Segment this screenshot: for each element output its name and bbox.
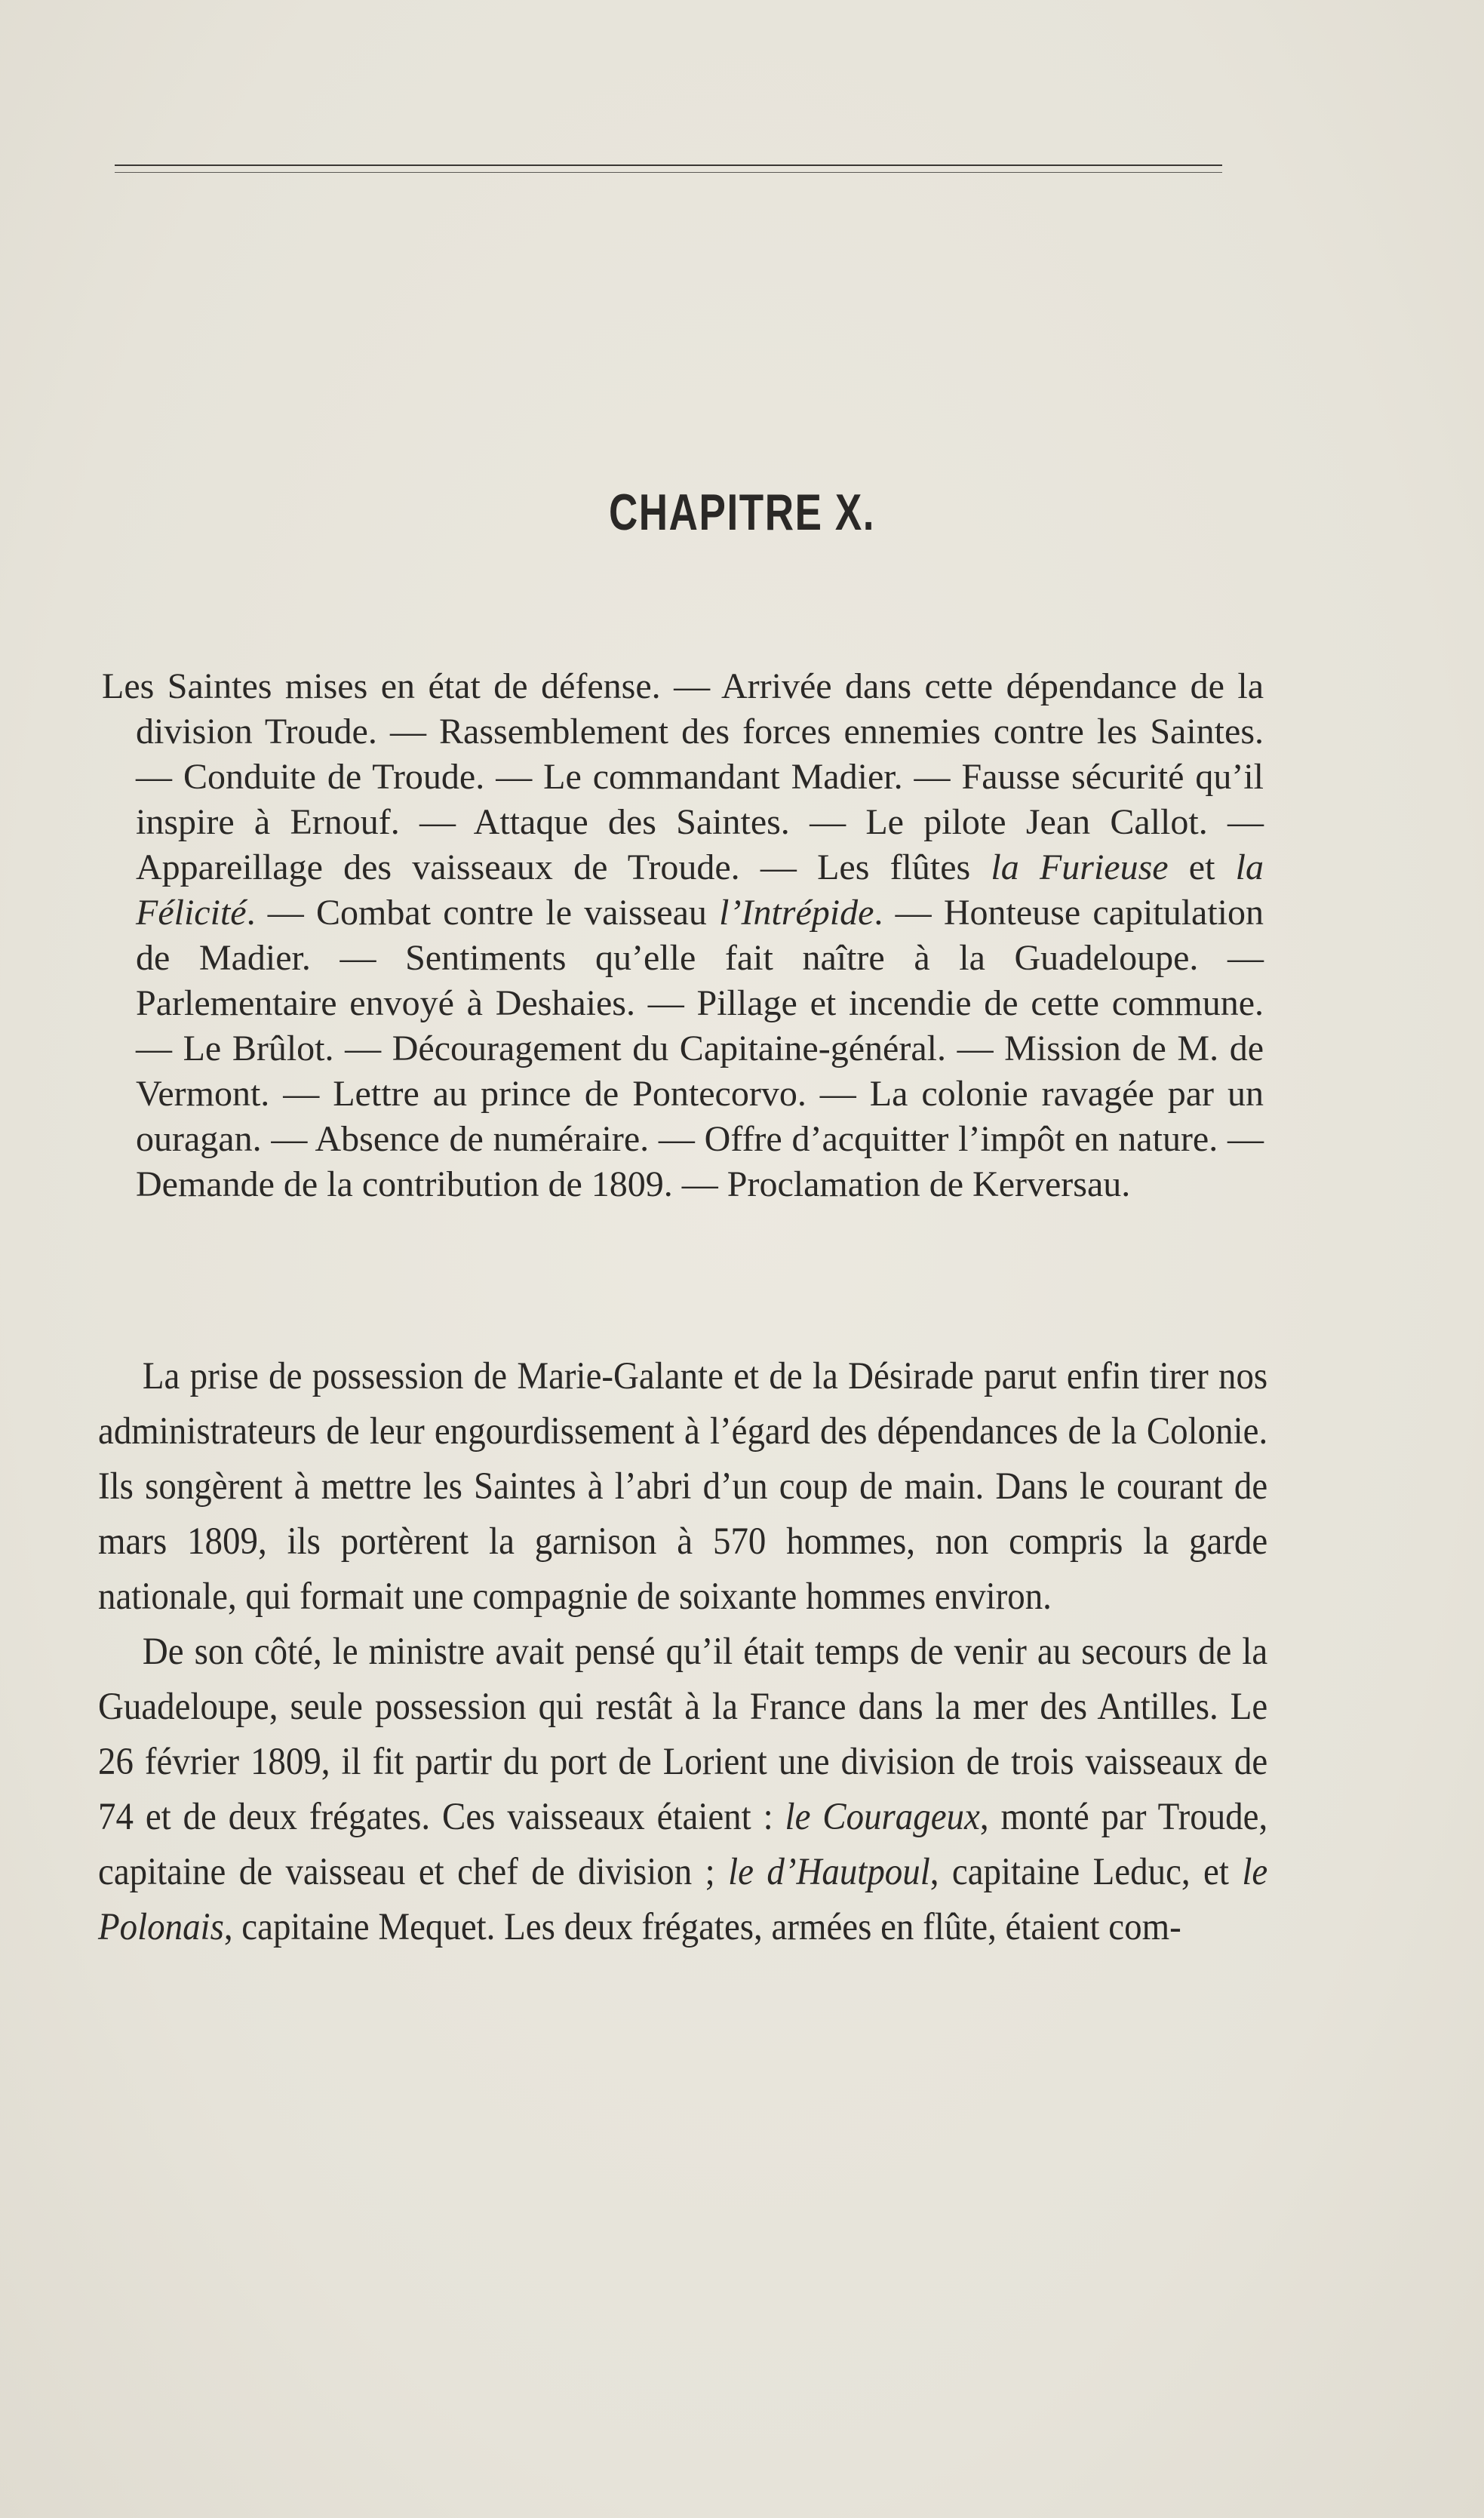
paragraph-2 (98, 1625, 1267, 1955)
summary-text: . — Combat contre le vaisseau (246, 893, 720, 933)
summary-text: Les Saintes mises en état de défense. — Arrivée dans cette dépendance de la division Troude. — Rassemblement des forces ennemies contre les Saintes. — Conduite de Troude. — Le commandant Madier. — Fausse sécurité qu’il inspire à Ernouf. — Attaque des Saintes. — Le pilote Jean Callot. — Appareillage des vaisseaux de Troude. — Les flûtes (102, 666, 1264, 887)
summary-text: et (1168, 847, 1236, 887)
paragraph-text: , monté par Troude, capitaine de vaisseau et chef de division ; (98, 1796, 1268, 1893)
italic-ship-name: le Polonais (98, 1851, 1268, 1948)
italic-ship-name: le Courageux (785, 1796, 980, 1838)
italic-ship-name: le d’Hautpoul (728, 1851, 930, 1893)
body-text (98, 1349, 1267, 1955)
chapter-title: CHAPITRE X. (608, 484, 876, 541)
summary-text: . — Honteuse capitulation de Madier. — Sentiments qu’elle fait naître à la Guadeloupe. — Parlementaire envoyé à Deshaies. — Pillage et incendie de cette commune. — Le Brûlot. — Découragement du Capitaine-général. — Mission de M. de Vermont. — Lettre au prince de Pontecorvo. — La colonie ravagée par un ouragan. — Absence de numéraire. — Offre d’acquitter l’impôt en nature. — Demande de la contribution de 1809. — Proclamation de Kerversau. (136, 893, 1264, 1204)
paragraph-text: , capitaine Mequet. Les deux frégates, armées en flûte, étaient com- (223, 1906, 1181, 1948)
summary-italic-ship: l’Intrépide (719, 893, 874, 933)
summary-italic-ship: la Furieuse (991, 847, 1169, 887)
header-rule-thin (115, 172, 1222, 173)
paragraph-text: De son côté, le ministre avait pensé qu’il était temps de venir au secours de la Guadeloupe, seule possession qui restât à la France dans la mer des Antilles. Le 26 février 1809, il fit partir du port de Lorient une division de trois vaisseaux de 74 et de deux frégates. Ces vaisseaux étaient : (98, 1631, 1268, 1838)
paragraph-1: La prise de possession de Marie-Galante et de la Désirade parut enfin tirer nos administrateurs de leur engourdissement à l’égard des dépendances de la Colonie. Ils songèrent à mettre les Saintes à l’abri d’un coup de main. Dans le courant de mars 1809, ils portèrent la garnison à 570 hommes, non compris la garde nationale, qui formait une compagnie de soixante hommes environ. (98, 1355, 1268, 1618)
summary-italic-ship: la Félicité (136, 847, 1264, 933)
chapter-summary (102, 664, 1264, 1207)
paragraph-text: , capitaine Leduc, et (929, 1851, 1243, 1893)
header-rule (115, 164, 1222, 166)
